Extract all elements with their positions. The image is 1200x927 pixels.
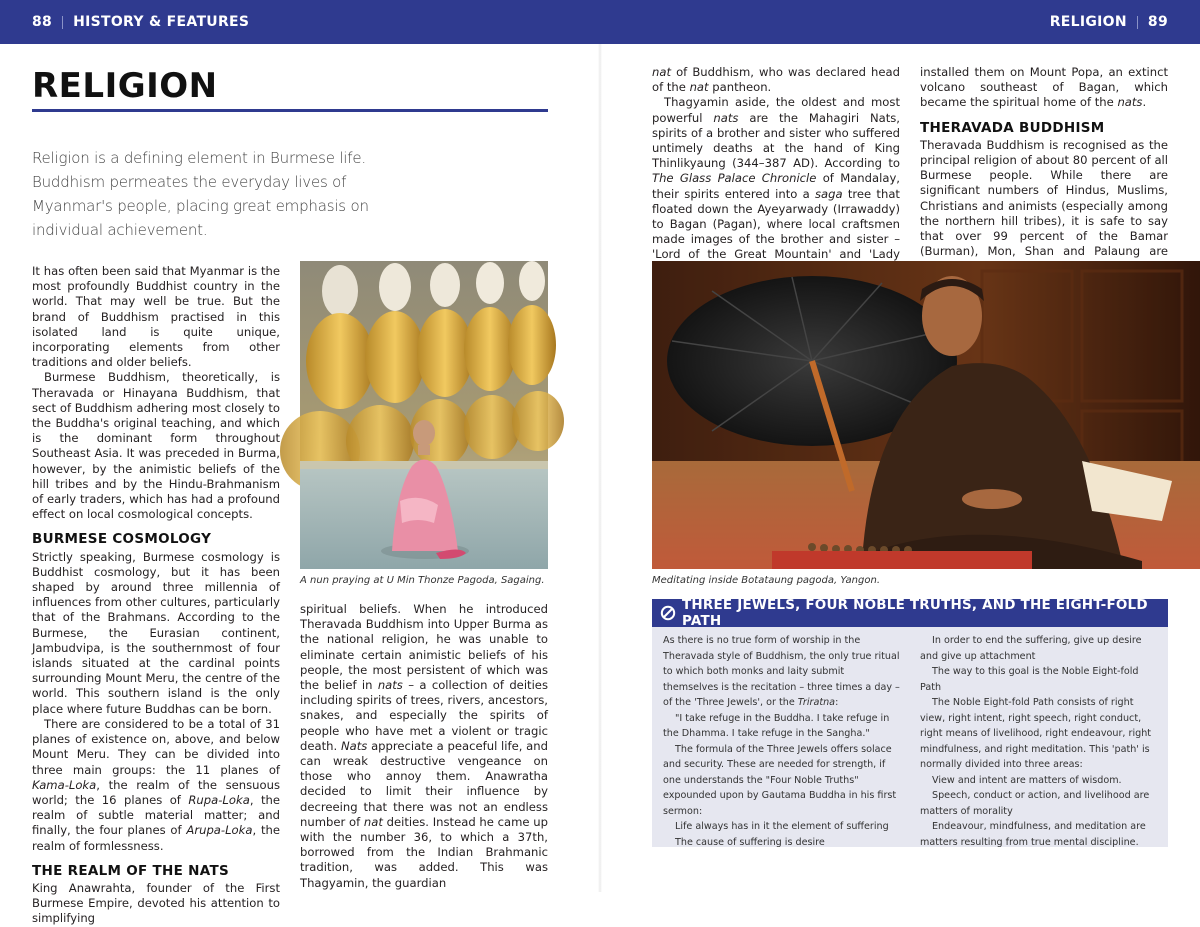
box-paragraph: The cause of suffering is desire <box>675 836 825 848</box>
box-paragraph: Speech, conduct or action, and livelihood are matters of morality <box>920 790 1150 817</box>
info-box-title: THREE JEWELS, FOUR NOBLE TRUTHS, AND THE EIGHT-FOLD PATH <box>682 597 1148 629</box>
page-title: RELIGION <box>32 66 218 106</box>
photo-caption-meditating: Meditating inside Botataung pagoda, Yangon. <box>652 575 880 586</box>
body-paragraph: Theravada Buddhism is recognised as the principal religion of about 80 percent of all Burmese people. While there are significant numbers of Hindus, Muslims, Christians and animists (especially among the northern hill tribes), it is safe to say that over 99 percent of the Bamar (Burman), Mon, Shan and Palaung are <box>920 137 1168 259</box>
intro-paragraph: Religion is a defining element in Burmese life. Buddhism permeates the everyday lives of Myanmar's people, placing great emphasis on individual achievement. <box>32 149 369 239</box>
box-paragraph: Life always has in it the element of suffering <box>675 821 889 832</box>
body-paragraph: Strictly speaking, Burmese cosmology is Buddhist cosmology, but it has been shaped by around three millennia of influences from other cultures, particularly that of the Brahmans. According to the Burmese, the Eurasian continent, Jambudvipa, is the southernmost of four islands situated at the cardinal points surrounding Mount Meru, the centre of the world. This southern island is the only place where future Buddhas can be born. <box>32 549 280 716</box>
box-paragraph: The Noble Eight-fold Path consists of right view, right intent, right speech, right conduct, right means of livelihood, right endeavour, right mindfulness, and right meditation. This 'path' is normally divided into three areas: <box>920 697 1152 770</box>
photo-caption-nun: A nun praying at U Min Thonze Pagoda, Sagaing. <box>300 575 545 586</box>
body-paragraph: There are considered to be a total of 31 planes of existence on, above, and below Mount Meru. They can be divided into three main groups: the 11 planes of Kama-Loka, the realm of the sensuous world; the 16 planes of Rupa-Loka, the realm of subtle material matter; and finally, the four planes of Arupa-Loka, the realm of formlessness. <box>32 716 280 853</box>
text-column-3 <box>652 65 900 278</box>
box-paragraph: As there is no true form of worship in the Theravada style of Buddhism, the only true ritual to which both monks and laity submit themselves is the recitation – three times a day – of the 'Three Jewels', or the Triratna: <box>663 635 900 708</box>
box-paragraph: In order to end the suffering, give up desire and give up attachment <box>920 635 1142 662</box>
section-heading-cosmology: BURMESE COSMOLOGY <box>32 531 212 548</box>
body-paragraph: Thagyamin aside, the oldest and most powerful nats are the Mahagiri Nats, spirits of a brother and sister who suffered untimely deaths at the hand of King Thinlikyaung (344–387 AD). According to The Glass Palace Chronicle of Mandalay, their spirits entered into a saga tree that floated down the Ayeyarwady (Irrawaddy) to Bagan (Pagan), where local craftsmen made images of the brother and sister – 'Lord of the Great Mountain' and 'Lady <box>652 95 900 262</box>
section-heading-theravada: THERAVADA BUDDHISM <box>920 119 1105 136</box>
body-paragraph: installed them on Mount Popa, an extinct volcano southeast of Bagan, which became the spiritual home of the nats. <box>920 65 1168 110</box>
page-gutter <box>598 44 602 892</box>
left-page-header <box>0 0 600 44</box>
body-paragraph: spiritual beliefs. When he introduced Theravada Buddhism into Upper Burma as the national religion, he was unable to eliminate certain animistic beliefs of his people, the most persistent of which was the belief in nats – a collection of deities including spirits of trees, rivers, ancestors, snakes, and especially the spirits of people who have met a violent or tragic death. Nats appreciate a peaceful life, and can wreak destructive vengeance on those who annoy them. Anawratha decided to limit their influence by decreeing that there was not an endless number of nat deities. Instead he came up with the number 36, to which a 37th, borrowed from the Indian Brahmanic tradition, was added. This was Thagyamin, the guardian <box>300 602 548 890</box>
body-paragraph: Burmese Buddhism, theoretically, is Theravada or Hinayana Buddhism, that sect of Buddhism adhering most closely to the Buddha's original teaching, and which is the dominant form throughout Southeast Asia. It was preceded in Burma, however, by the animistic beliefs of the hill tribes and by the Hindu-Brahmanism of early traders, which has had a profound effect on local cosmological concepts. <box>32 370 280 522</box>
text-column-1 <box>32 264 280 927</box>
body-paragraph: It has often been said that Myanmar is the most profoundly Buddhist country in the world. That may well be true. But the brand of Buddhism practised in this isolated land is quite unique, incorporating elements from other traditions and older beliefs. <box>32 264 280 370</box>
left-page-number: 88 <box>32 14 53 30</box>
box-paragraph: "I take refuge in the Buddha. I take refuge in the Dhamma. I take refuge in the Sangha." <box>663 712 890 739</box>
section-heading-nats: THE REALM OF THE NATS <box>32 862 229 879</box>
info-box-column-left <box>663 633 901 850</box>
nun-praying-photo <box>300 261 548 569</box>
body-paragraph: nat of Buddhism, who was declared head of the nat pantheon. <box>652 65 900 95</box>
info-box <box>652 599 1168 847</box>
title-rule <box>32 109 548 112</box>
meditating-man-photo <box>652 261 1200 569</box>
box-paragraph: View and intent are matters of wisdom. <box>932 774 1122 786</box>
box-paragraph: The way to this goal is the Noble Eight-fold Path <box>920 666 1139 693</box>
right-section-title: RELIGION <box>1049 14 1127 30</box>
info-box-column-right <box>920 633 1158 850</box>
right-page-header <box>600 0 1200 44</box>
info-circle-icon <box>660 605 676 621</box>
left-section-title: HISTORY & FEATURES <box>73 14 250 30</box>
text-column-4 <box>920 65 1168 275</box>
header-separator <box>62 16 63 29</box>
box-paragraph: Endeavour, mindfulness, and meditation are matters resulting from true mental discipline. <box>920 821 1146 848</box>
text-column-2 <box>300 602 548 891</box>
info-box-header <box>652 599 1168 627</box>
box-paragraph: The formula of the Three Jewels offers solace and security. These are needed for strength, if one understands the "Four Noble Truths" expounded upon by Gautama Buddha in his first sermon: <box>663 743 897 817</box>
body-paragraph: King Anawrahta, founder of the First Burmese Empire, devoted his attention to simplifying <box>32 880 280 926</box>
right-page-number: 89 <box>1147 14 1168 30</box>
header-separator <box>1137 16 1138 29</box>
